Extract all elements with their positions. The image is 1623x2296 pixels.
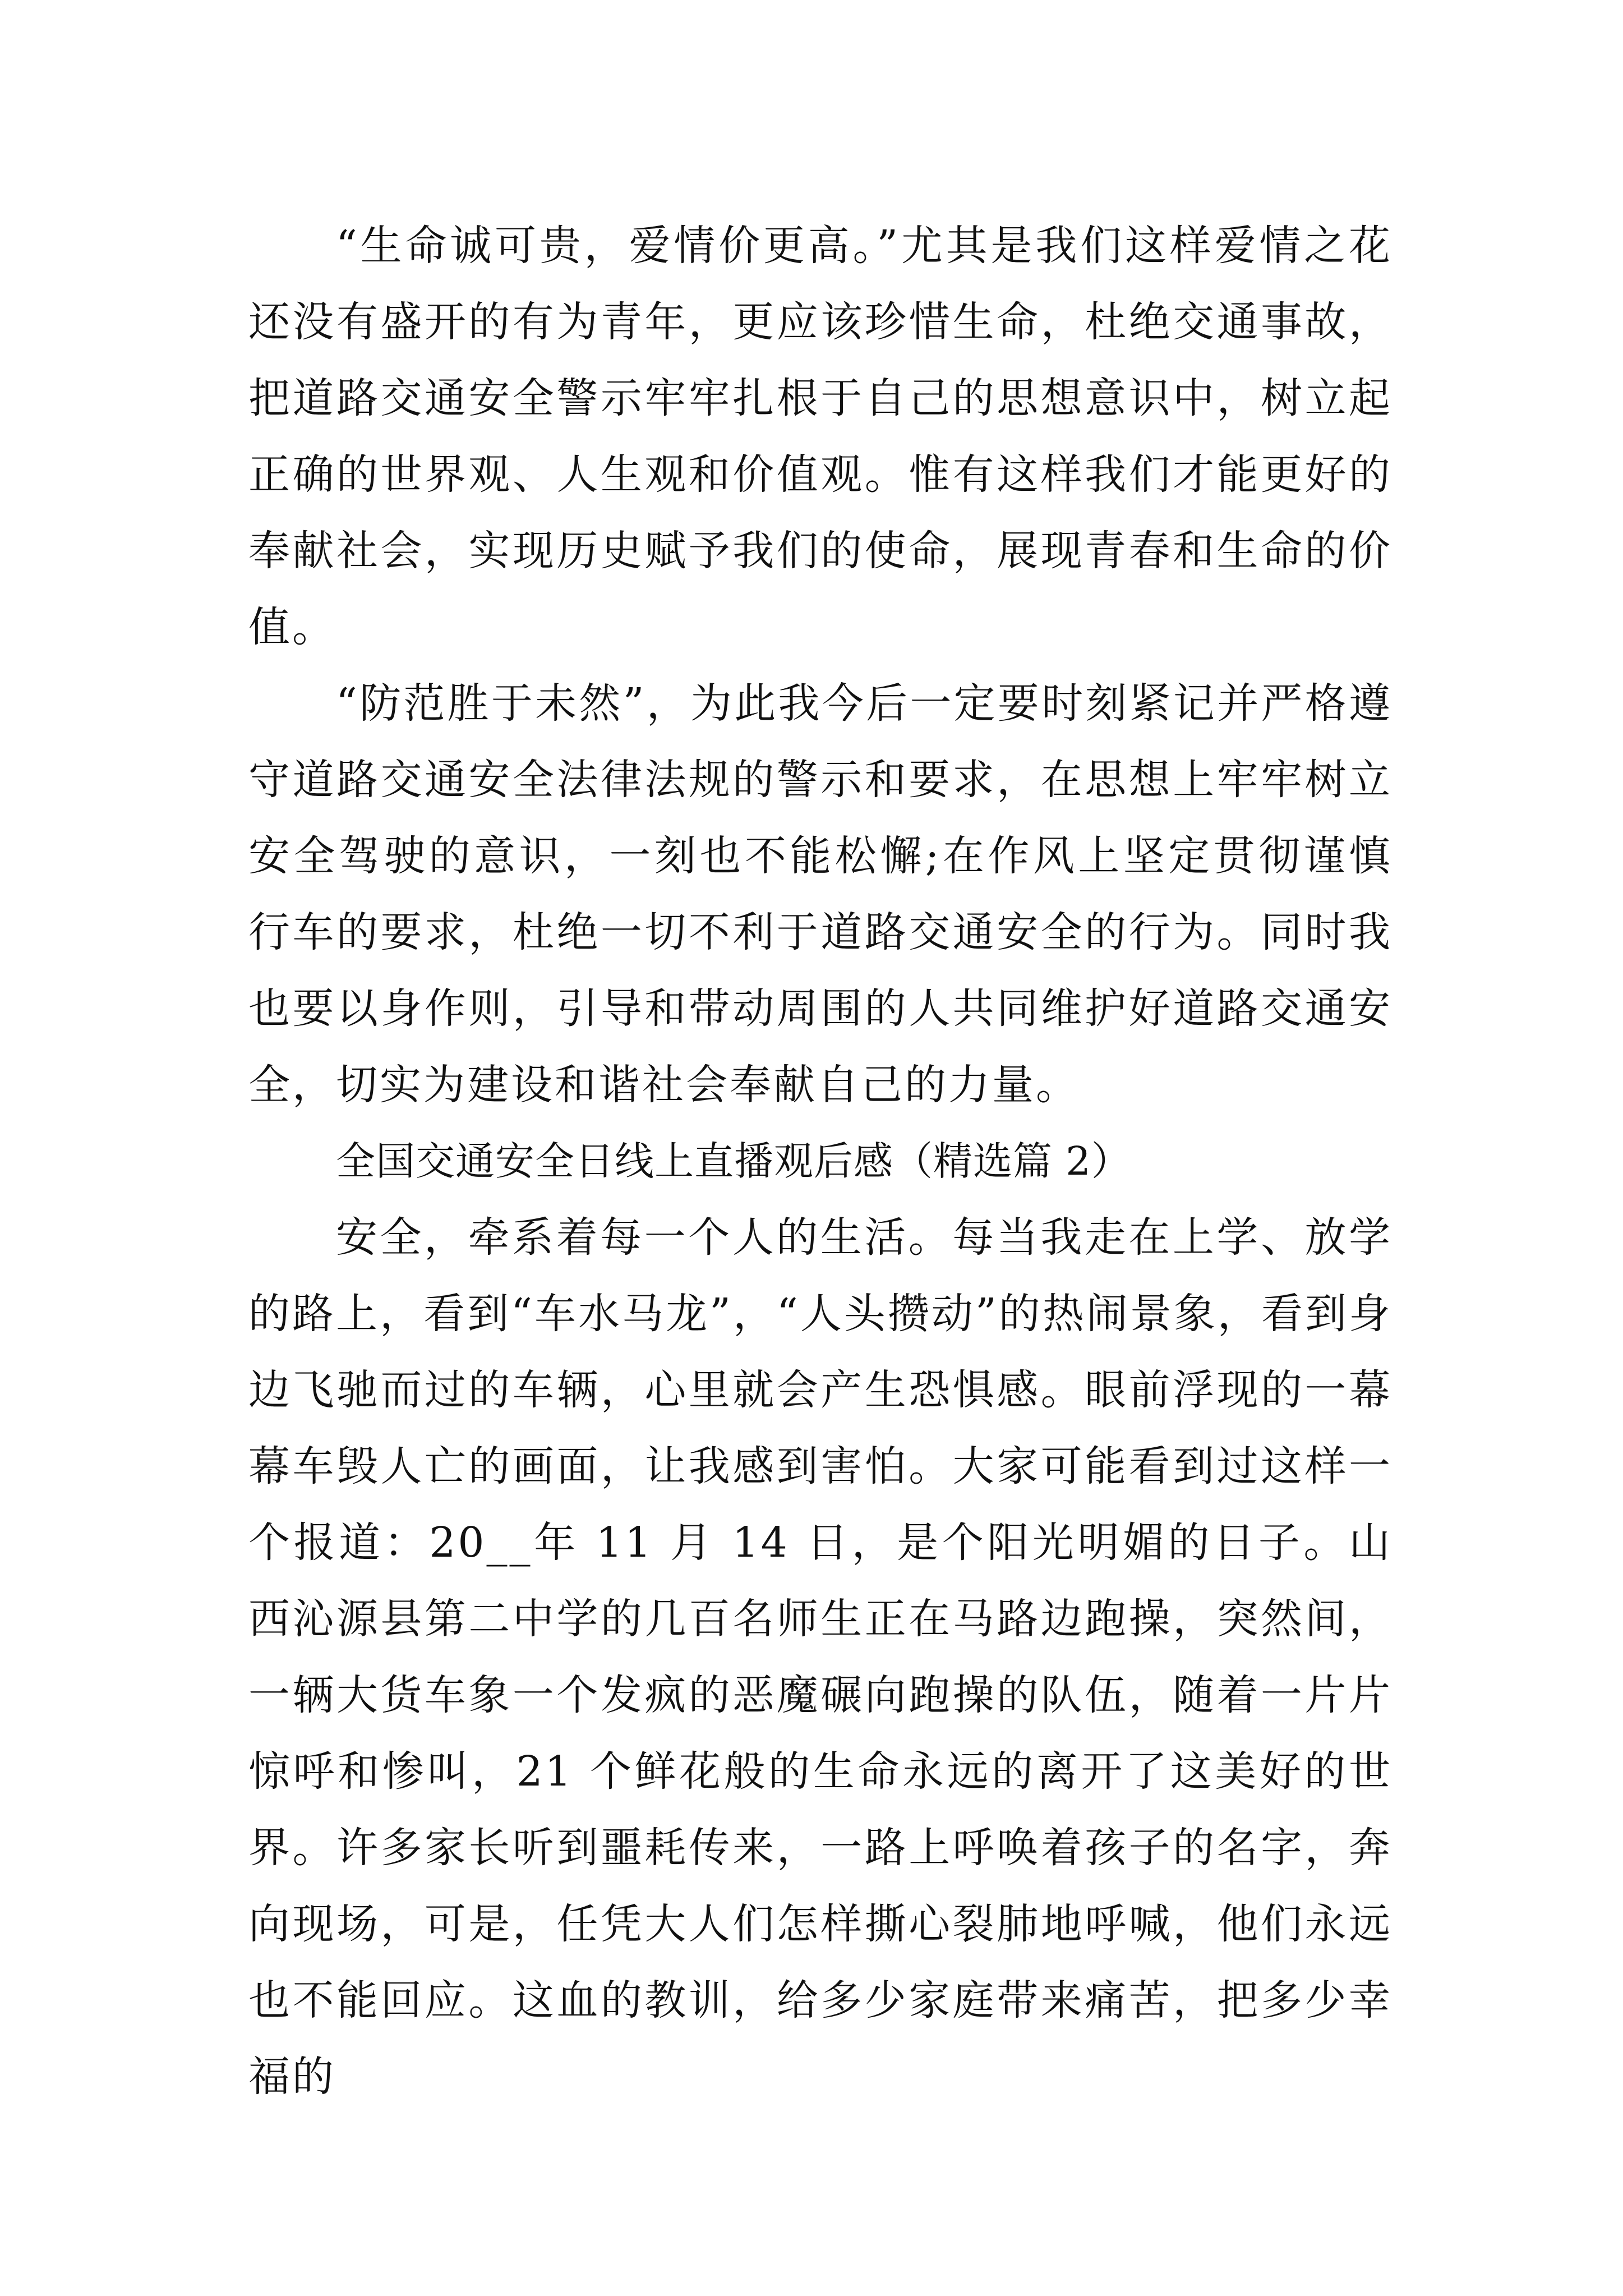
body-paragraph-2: “防范胜于未然”，为此我今后一定要时刻紧记并严格遵守道路交通安全法律法规的警示和要求，在思想上牢牢树立安全驾驶的意识，一刻也不能松懈;在作风上坚定贯彻谨慎行车的要求，杜绝一切不利于道路交通安全的行为。同时我也要以身作则，引导和带动周围的人共同维护好道路交通安全，切实为建设和谐社会奉献自己的力量。 [248, 679, 1393, 1109]
document-body [248, 208, 1393, 2115]
section-heading: 全国交通安全日线上直播观后感（精选篇 2） [336, 1138, 1131, 1184]
body-paragraph-3: 安全，牵系着每一个人的生活。每当我走在上学、放学的路上，看到“车水马龙”，“人头攒动”的热闹景象，看到身边飞驰而过的车辆，心里就会产生恐惧感。眼前浮现的一幕幕车毁人亡的画面，让我感到害怕。大家可能看到过这样一个报道：20__年 11 月 14 日，是个阳光明媚的日子。山西沁源县第二中学的几百名师生正在马路边跑操，突然间，一辆大货车象一个发疯的恶魔碾向跑操的队伍，随着一片片惊呼和惨叫，21 个鲜花般的生命永远的离开了这美好的世界。许多家长听到噩耗传来，一路上呼唤着孩子的名字，奔向现场，可是，任凭大人们怎样撕心裂肺地呼喊，他们永远也不能回应。这血的教训，给多少家庭带来痛苦，把多少幸福的 [248, 1213, 1393, 2101]
body-paragraph-1: “生命诚可贵，爱情价更高。”尤其是我们这样爱情之花还没有盛开的有为青年，更应该珍惜生命，杜绝交通事故，把道路交通安全警示牢牢扎根于自己的思想意识中，树立起正确的世界观、人生观和价值观。惟有这样我们才能更好的奉献社会，实现历史赋予我们的使命，展现青春和生命的价值。 [248, 222, 1393, 651]
